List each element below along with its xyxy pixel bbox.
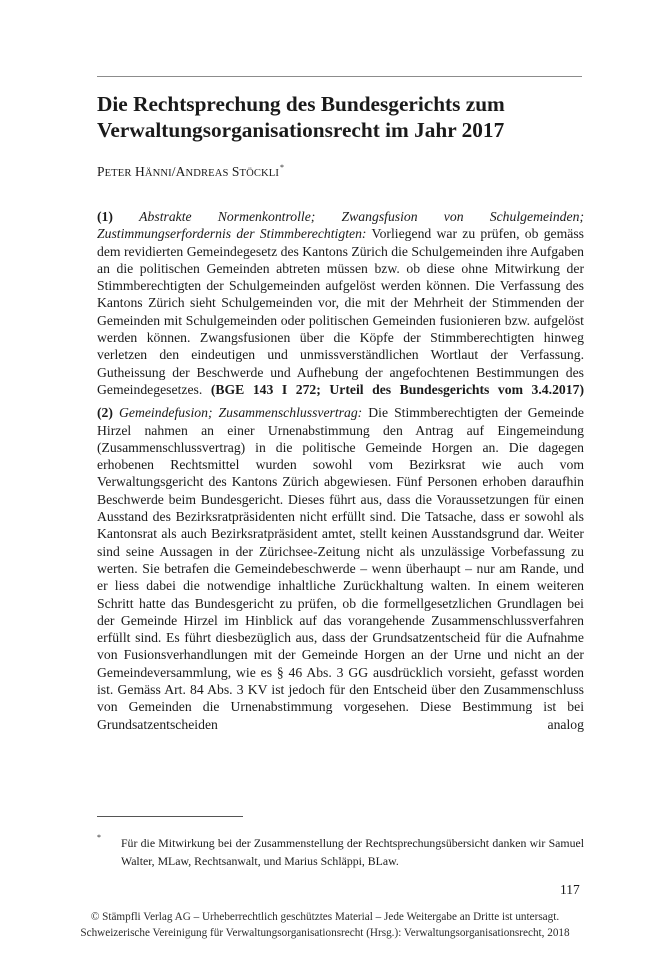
paragraph-heading: Gemeindefusion; Zusammenschlussvertrag: bbox=[119, 405, 363, 421]
footnote-marker: * bbox=[97, 833, 101, 842]
paragraph-citation: (BGE 143 I 272; Urteil des Bundesgerichts vom 3.4.2017) bbox=[210, 381, 585, 397]
paragraph-text: Vorliegend war zu prüfen, ob gemäss dem revidierten Gemeindegesetz des Kantons Zürich die Schulgemeinden ihre Aufgaben an die politischen Gemeinden abtreten müssen bzw. ob diese ohne Mitwirkung der Stimmberechtigten der Schulgemeinden aufgelöst werden können. Die Verfassung des Kantons Zürich sieht Schulgemeinden vor, die mit der Mehrheit der Stimmenden der Gemeinden mit Schulgemeinden oder politischen Gemeinden fusionieren bzw. aufgelöst werden können. Zwangsfusionen über die Köpfe der Stimmberechtigten hinweg verletzen den eindeutigen und unmissverständlichen Wortlaut der Verfassung. Gutheissung der Beschwerde und Aufhebung der angefochtenen Bestimmungen des Gemeindegesetzes. bbox=[97, 226, 584, 397]
paragraph-heading: Abstrakte Normenkontrolle; Zwangsfusion von Schulgemeinden; Zustimmungserfordernis der Stimmberechtigten: bbox=[97, 209, 585, 242]
paragraph-number: (2) bbox=[97, 405, 113, 421]
copyright-line-2: Schweizerische Vereinigung für Verwaltungsorganisationsrecht (Hrsg.): Verwaltungsorganisationsrecht, 2018 bbox=[80, 927, 570, 939]
paragraph-text: Die Stimmberechtigten der Gemeinde Hirzel nahmen an einer Urnenabstimmung den Antrag auf Eingemeindung (Zusammenschlussvertrag) in die politische Gemeinde Horgen an. Die dagegen erhobenen Rechtsmittel wurden sowohl vom Bezirksrat wie auch vom Verwaltungsgericht des Kantons Zürich abgewiesen. Fünf Personen erhoben daraufhin Beschwerde beim Bundesgericht. Dieses führt aus, dass die Voraussetzungen für einen Ausstand des Bezirksratpräsidenten nicht erfüllt sind. Die Tatsache, dass er sowohl als Kantonsrat als auch Bezirksratpräsident amtet, stellt keinen Ausstandsgrund dar. Weiter sind seine Aussagen in der Zürichsee-Zeitung nicht als unzulässige Vorbefassung zu werten. Sie betrafen die Gemeindebeschwerde – wenn überhaupt – nur am Rande, und er liess dabei die notwendige inhaltliche Zurückhaltung walten. In einem weiteren Schritt hatte das Bundesgericht zu prüfen, ob die formellgesetzlichen Grundlagen bei der Gemeinde Hirzel im Hinblick auf das vorangehende Zusammenschlussverfahren erfüllt sind. Es führt diesbezüglich aus, dass der Grundsatzentscheid für die Aufnahme von Fusionsverhandlungen mit der Gemeinde Horgen an der Urne und nicht an der Gemeindeversammlung, wie es § 46 Abs. 3 GG ausdrücklich vorsieht, gefasst worden ist. Gemäss Art. 84 Abs. 3 KV ist jedoch für den Entscheid über den Zusammenschluss von Gemeinden die Urnenabstimmung vorgesehen. Diese Bestimmung ist bei Grundsatzentscheiden analog bbox=[97, 405, 584, 732]
footnote-rule bbox=[97, 816, 243, 817]
paragraph-number: (1) bbox=[97, 209, 113, 224]
copyright-notice bbox=[0, 909, 650, 941]
footnote bbox=[97, 834, 584, 870]
page-number: 117 bbox=[560, 882, 580, 897]
title-line-1: Die Rechtsprechung des Bundesgerichts zum bbox=[97, 92, 505, 116]
copyright-line-1: © Stämpfli Verlag AG – Urheberrechtlich geschütztes Material – Jede Weitergabe an Dritte ist untersagt. bbox=[90, 911, 560, 923]
author-line: PETER HÄNNI/ANDREAS STÖCKLI* bbox=[97, 163, 285, 179]
top-rule bbox=[97, 76, 582, 77]
footnote-reference[interactable]: * bbox=[279, 163, 285, 172]
paragraph-2 bbox=[97, 404, 584, 733]
footnote-text: Für die Mitwirkung bei der Zusammenstellung der Rechtsprechungsübersicht danken wir Samuel Walter, MLaw, Rechtsanwalt, und Marius Schläppi, BLaw. bbox=[121, 836, 584, 868]
article-body bbox=[97, 208, 584, 733]
paragraph-1 bbox=[97, 208, 584, 398]
article-title bbox=[97, 91, 587, 143]
title-line-2: Verwaltungsorganisationsrecht im Jahr 2017 bbox=[97, 118, 505, 142]
